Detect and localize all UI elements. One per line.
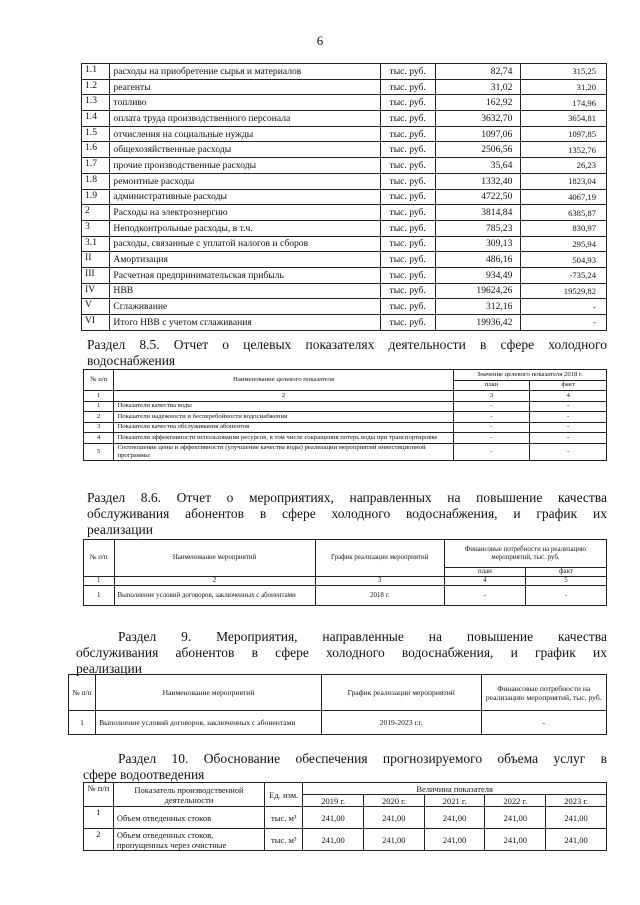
row-unit: тыс. руб. xyxy=(380,189,435,205)
row-unit: тыс. руб. xyxy=(380,299,435,315)
row-fact: 295,94 xyxy=(521,236,607,252)
table-row xyxy=(82,95,607,111)
row-fact: 830,97 xyxy=(521,220,607,236)
row-unit: тыс. руб. xyxy=(380,79,435,95)
row-num: II xyxy=(82,252,110,268)
row-num: 1.7 xyxy=(82,158,110,174)
row-value: 241,00 xyxy=(485,829,546,851)
row-fact: - xyxy=(521,299,607,315)
header-name: Наименование целевого показателя xyxy=(114,370,453,391)
index-cell: 1 xyxy=(84,577,115,586)
row-fact: - xyxy=(525,586,606,606)
year-2019: 2019 г. xyxy=(303,795,364,807)
row-unit: тыс. руб. xyxy=(380,158,435,174)
table-row xyxy=(82,220,607,236)
section-10-heading xyxy=(118,751,607,767)
index-cell: 4 xyxy=(530,391,607,402)
table-row xyxy=(82,111,607,127)
table-row xyxy=(84,586,607,606)
row-fact: 504,93 xyxy=(521,252,607,268)
row-num: 2 xyxy=(82,205,110,221)
table-row xyxy=(82,236,607,252)
row-plan: 4722,50 xyxy=(435,189,521,205)
section-8-6-line2: обслуживания абонентов в сфере холодного водоснабжения, и график их xyxy=(87,506,607,521)
row-value: 241,00 xyxy=(424,807,485,829)
row-value: 241,00 xyxy=(303,829,364,851)
section-9-line1: Раздел 9. Мероприятия, направленные на повышение качества xyxy=(118,629,607,644)
index-cell: 1 xyxy=(84,391,114,402)
table-row xyxy=(69,711,607,735)
row-schedule: 2018 г. xyxy=(315,586,444,606)
row-plan: 2506,56 xyxy=(435,142,521,158)
row-num: V xyxy=(82,299,110,315)
header-name: Наименование мероприятий xyxy=(114,540,315,577)
row-name: Показатели эффективности использования ресурсов, в том числе сокращения потерь воды при транспортировке xyxy=(114,433,453,444)
table-row xyxy=(84,401,607,412)
header-num: № п/п xyxy=(84,370,114,391)
row-plan: 82,74 xyxy=(435,64,521,80)
row-unit: тыс. руб. xyxy=(380,236,435,252)
year-2020: 2020 г. xyxy=(363,795,424,807)
row-unit: тыс. руб. xyxy=(380,173,435,189)
row-plan: 19624,26 xyxy=(435,283,521,299)
section-10-heading-2 xyxy=(83,767,204,783)
row-fact: 1097,85 xyxy=(521,126,607,142)
section-10-line2: сфере водоотведения xyxy=(83,767,205,782)
table-row xyxy=(82,252,607,268)
table-row xyxy=(82,205,607,221)
header-value: Значение целевого показателя 2018 г. xyxy=(453,370,606,381)
table-row xyxy=(82,64,607,80)
row-unit: тыс. руб. xyxy=(380,267,435,283)
table-row xyxy=(82,173,607,189)
row-num: 1.3 xyxy=(82,95,110,111)
table-row xyxy=(82,126,607,142)
table-row xyxy=(84,422,607,433)
row-plan: 486,16 xyxy=(435,252,521,268)
row-num: 3.1 xyxy=(82,236,110,252)
row-unit: тыс. руб. xyxy=(380,95,435,111)
row-fact: 4067,19 xyxy=(521,189,607,205)
row-num: III xyxy=(82,267,110,283)
section-8-5-line1: Раздел 8.5. Отчет о целевых показателях деятельности в сфере холодного xyxy=(87,337,607,352)
table-row xyxy=(84,807,607,829)
row-unit: тыс. руб. xyxy=(380,252,435,268)
table-row xyxy=(82,315,607,331)
row-name: Показатели качества обслуживания абонентов xyxy=(114,422,453,433)
table-row xyxy=(82,267,607,283)
section-10-line1: Раздел 10. Обоснование обеспечения прогнозируемого объема услуг в xyxy=(118,751,607,766)
row-fact: 174,96 xyxy=(521,95,607,111)
index-cell: 2 xyxy=(114,577,315,586)
row-num: 2 xyxy=(84,829,114,851)
row-num: 1.8 xyxy=(82,173,110,189)
row-name: прочие производственные расходы xyxy=(110,158,380,174)
row-unit: тыс. руб. xyxy=(380,283,435,299)
row-unit: тыс. руб. xyxy=(380,111,435,127)
row-name: Показатели надежности и бесперебойности водоснабжения xyxy=(114,412,453,423)
row-value: 241,00 xyxy=(546,829,607,851)
row-name: оплата труда производственного персонала xyxy=(110,111,380,127)
table-row xyxy=(84,443,607,460)
row-name: Объем отведенных стоков xyxy=(113,807,264,829)
section-8-5-heading xyxy=(87,337,607,353)
row-fact: - xyxy=(521,315,607,331)
table-row xyxy=(84,829,607,851)
row-name: расходы на приобретение сырья и материалов xyxy=(110,64,380,80)
row-unit: тыс. руб. xyxy=(380,142,435,158)
table-row xyxy=(84,433,607,444)
row-name: отчисления на социальные нужды xyxy=(110,126,380,142)
cost-items-table xyxy=(81,63,607,331)
row-name: Выполнение условий договоров, заключенных с абонентами xyxy=(114,586,315,606)
row-num: VI xyxy=(82,315,110,331)
year-2021: 2021 г. xyxy=(424,795,485,807)
header-schedule: График реализации мероприятий xyxy=(315,540,444,577)
row-fact: - xyxy=(530,422,607,433)
row-plan: 35,64 xyxy=(435,158,521,174)
row-num: 1 xyxy=(84,807,114,829)
row-fact: 26,23 xyxy=(521,158,607,174)
header-name: Показатель производственной деятельности xyxy=(113,783,264,807)
table-row xyxy=(82,158,607,174)
section-8-5-heading-cont xyxy=(87,353,175,369)
header-value: Величина показателя xyxy=(303,783,607,795)
row-plan: 312,16 xyxy=(435,299,521,315)
row-fact: - xyxy=(530,433,607,444)
row-plan: 3632,70 xyxy=(435,111,521,127)
header-fact: факт xyxy=(530,380,607,391)
row-num: 1 xyxy=(84,586,115,606)
row-name: Показатели качества воды xyxy=(114,401,453,412)
row-num: 1.6 xyxy=(82,142,110,158)
page-number: 6 xyxy=(316,33,324,48)
header-finance: Финансовые потребности на реализацию мероприятий, тыс. руб. xyxy=(481,675,607,711)
row-plan: 309,13 xyxy=(435,236,521,252)
section-8-6-heading xyxy=(87,490,607,506)
header-finance: Финансовые потребности на реализацию мероприятий, тыс. руб. xyxy=(444,540,606,568)
row-schedule: 2019-2023 г.г. xyxy=(321,711,481,735)
section-8-5-line2: водоснабжения xyxy=(87,353,176,368)
index-cell: 5 xyxy=(525,577,606,586)
planned-activities-table xyxy=(68,674,607,735)
row-fact: - xyxy=(530,401,607,412)
row-name: Расчетная предпринимательская прибыль xyxy=(110,267,380,283)
row-value: 241,00 xyxy=(303,807,364,829)
activities-report-table xyxy=(83,539,607,606)
row-name: Итого НВВ с учетом сглаживания xyxy=(110,315,380,331)
row-plan: 3814,84 xyxy=(435,205,521,221)
header-num: № п/п xyxy=(84,783,114,807)
section-9-heading-2 xyxy=(76,645,607,661)
row-value: 241,00 xyxy=(363,829,424,851)
index-cell: 2 xyxy=(114,391,453,402)
row-unit: тыс. м³ xyxy=(265,807,303,829)
row-name: ремонтные расходы xyxy=(110,173,380,189)
header-name: Наименование мероприятий xyxy=(96,675,322,711)
header-unit: Ед. изм. xyxy=(265,783,303,807)
row-num: 4 xyxy=(84,433,114,444)
section-8-6-line1: Раздел 8.6. Отчет о мероприятиях, направленных на повышение качества xyxy=(87,490,607,505)
header-schedule: График реализации мероприятий xyxy=(321,675,481,711)
year-2023: 2023 г. xyxy=(546,795,607,807)
row-unit: тыс. руб. xyxy=(380,315,435,331)
section-8-6-heading-3 xyxy=(87,522,153,538)
section-9-heading xyxy=(118,629,607,645)
row-fact: 1352,76 xyxy=(521,142,607,158)
row-value: 241,00 xyxy=(424,829,485,851)
row-fact: 1823,04 xyxy=(521,173,607,189)
row-name: административные расходы xyxy=(110,189,380,205)
row-num: 1.1 xyxy=(82,64,110,80)
service-volume-table xyxy=(83,782,607,851)
row-num: 2 xyxy=(84,412,114,423)
table-row xyxy=(84,412,607,423)
section-9-line2: обслуживания абонентов в сфере холодного водоснабжения, и график их xyxy=(76,645,607,660)
table-row xyxy=(82,142,607,158)
row-plan: 1097,06 xyxy=(435,126,521,142)
row-num: 1.5 xyxy=(82,126,110,142)
row-name: Неподконтрольные расходы, в т.ч. xyxy=(110,220,380,236)
row-plan: - xyxy=(444,586,525,606)
header-plan: план xyxy=(453,380,530,391)
target-indicators-table xyxy=(83,369,607,461)
row-unit: тыс. руб. xyxy=(380,126,435,142)
row-plan: - xyxy=(453,433,530,444)
row-fact: 19529,82 xyxy=(521,283,607,299)
index-cell: 4 xyxy=(444,577,525,586)
section-8-6-heading-2 xyxy=(87,506,607,522)
row-num: 1 xyxy=(84,401,114,412)
section-8-6-line3: реализации xyxy=(87,522,153,537)
row-name: топливо xyxy=(110,95,380,111)
row-unit: тыс. руб. xyxy=(380,64,435,80)
row-num: 1.4 xyxy=(82,111,110,127)
row-plan: - xyxy=(453,422,530,433)
row-name: Расходы на электроэнергию xyxy=(110,205,380,221)
header-plan: план xyxy=(444,568,525,577)
row-name: реагенты xyxy=(110,79,380,95)
table-row xyxy=(82,299,607,315)
row-name: расходы, связанные с уплатой налогов и сборов xyxy=(110,236,380,252)
row-fact: 6385,87 xyxy=(521,205,607,221)
row-fact: 315,25 xyxy=(521,64,607,80)
row-plan: 1332,40 xyxy=(435,173,521,189)
table-row xyxy=(82,283,607,299)
row-num: 1.2 xyxy=(82,79,110,95)
row-value: 241,00 xyxy=(546,807,607,829)
row-name: Выполнение условий договоров, заключенных с абонентами xyxy=(96,711,322,735)
table-row xyxy=(82,189,607,205)
row-value: 241,00 xyxy=(363,807,424,829)
row-fact: - xyxy=(530,412,607,423)
row-plan: - xyxy=(453,443,530,460)
table-row xyxy=(82,79,607,95)
row-value: - xyxy=(481,711,607,735)
row-num: 3 xyxy=(82,220,110,236)
row-num: 3 xyxy=(84,422,114,433)
row-name: НВВ xyxy=(110,283,380,299)
row-num: IV xyxy=(82,283,110,299)
header-num: № п/п xyxy=(69,675,96,711)
row-plan: 934,49 xyxy=(435,267,521,283)
row-plan: 785,23 xyxy=(435,220,521,236)
year-2022: 2022 г. xyxy=(485,795,546,807)
header-fact: факт xyxy=(525,568,606,577)
row-num: 1.9 xyxy=(82,189,110,205)
row-plan: - xyxy=(453,412,530,423)
row-fact: - xyxy=(530,443,607,460)
row-plan: 162,92 xyxy=(435,95,521,111)
row-name: Объем отведенных стоков, пропущенных через очистные xyxy=(113,829,264,851)
row-plan: 19936,42 xyxy=(435,315,521,331)
row-fact: 31,20 xyxy=(521,79,607,95)
row-value: 241,00 xyxy=(485,807,546,829)
row-plan: 31,02 xyxy=(435,79,521,95)
row-num: 5 xyxy=(84,443,114,460)
row-fact: 3654,81 xyxy=(521,111,607,127)
row-unit: тыс. м³ xyxy=(265,829,303,851)
row-name: общехозяйственные расходы xyxy=(110,142,380,158)
index-cell: 3 xyxy=(453,391,530,402)
section-9-line3: реализации xyxy=(76,661,142,676)
row-fact: -735,24 xyxy=(521,267,607,283)
index-cell: 3 xyxy=(315,577,444,586)
row-unit: тыс. руб. xyxy=(380,205,435,221)
row-plan: - xyxy=(453,401,530,412)
row-num: 1 xyxy=(69,711,96,735)
row-unit: тыс. руб. xyxy=(380,220,435,236)
row-name: Амортизация xyxy=(110,252,380,268)
row-name: Соотношение цены и эффективности (улучшение качества воды) реализации мероприятий инвестиционной программы xyxy=(114,443,453,460)
row-name: Сглаживание xyxy=(110,299,380,315)
header-num: № п/п xyxy=(84,540,115,577)
